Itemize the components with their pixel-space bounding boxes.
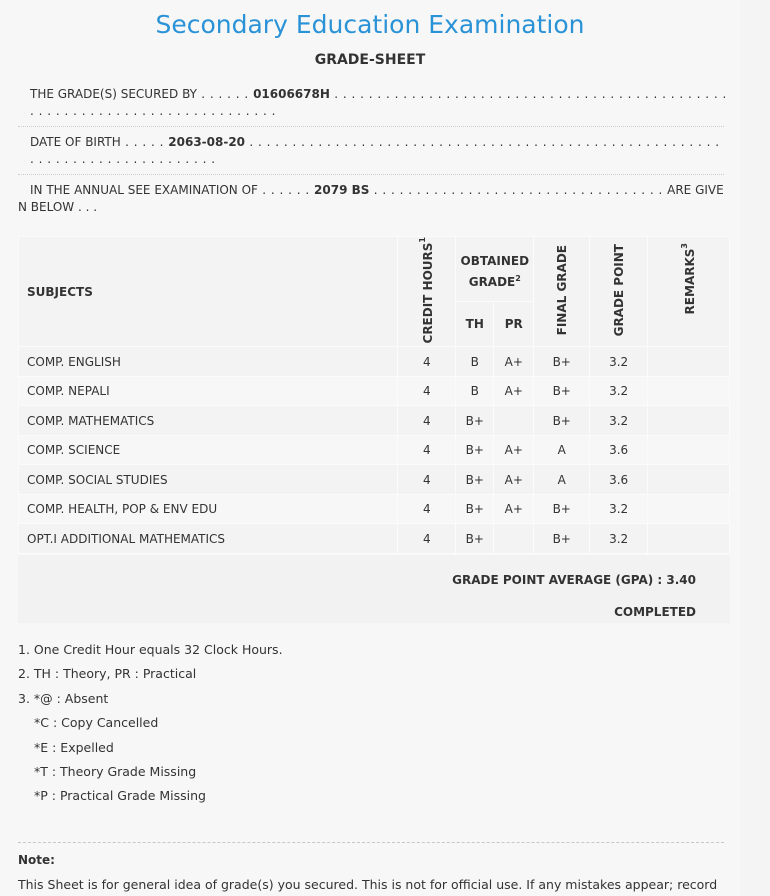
- grades-table: [18, 236, 730, 583]
- th-grade-cell: B: [456, 347, 494, 377]
- remarks-cell: [648, 347, 730, 377]
- pr-grade-cell: A+: [494, 465, 534, 495]
- subject-cell: COMP. ENGLISH: [19, 347, 398, 377]
- pr-grade-cell: A+: [494, 376, 534, 406]
- final-grade-cell: B+: [534, 347, 590, 377]
- symbol-number: 01606678H: [253, 87, 330, 101]
- final-grade-header: FINAL GRADE: [534, 237, 590, 347]
- page-title: Secondary Education Examination: [155, 10, 585, 39]
- dob-value: 2063-08-20: [168, 135, 246, 149]
- divider: [18, 842, 724, 843]
- credit-hours-header: CREDIT HOURS$^1$: [398, 237, 456, 347]
- table-row: [19, 435, 730, 465]
- dob-label: DATE OF BIRTH: [30, 135, 121, 149]
- remarks-cell: [648, 494, 730, 524]
- secured-by-line: THE GRADE(S) SECURED BY . . . . . . 01606678H . . . . . . . . . . . . . . . . . . . . . . . . . . . . . . . . . . . . . . . . . . . . . . . . . . . . . . . . . . . . . . . . . . . . . . . . . . .: [30, 87, 727, 118]
- remarks-cell: [648, 435, 730, 465]
- grade-point-cell: 3.6: [590, 435, 648, 465]
- remarks-cell: [648, 406, 730, 436]
- final-grade-cell: B+: [534, 524, 590, 554]
- credit-cell: 4: [398, 494, 456, 524]
- subject-cell: COMP. MATHEMATICS: [19, 406, 398, 436]
- pr-grade-cell: A+: [494, 435, 534, 465]
- grade-point-cell: 3.2: [590, 347, 648, 377]
- footnote: *T : Theory Grade Missing: [34, 764, 197, 780]
- table-row: [19, 376, 730, 406]
- final-grade-cell: A: [534, 435, 590, 465]
- exam-line: IN THE ANNUAL SEE EXAMINATION OF . . . . . . 2079 BS . . . . . . . . . . . . . . . . . . . . . . . . . . . . . . . . . . ARE GIVEN BELOW . . .: [18, 183, 724, 214]
- gpa-summary: GRADE POINT AVERAGE (GPA) : 3.40: [452, 573, 696, 587]
- credit-cell: 4: [398, 524, 456, 554]
- credit-cell: 4: [398, 465, 456, 495]
- subject-cell: COMP. SOCIAL STUDIES: [19, 465, 398, 495]
- grade-point-cell: 3.2: [590, 376, 648, 406]
- dob-line: DATE OF BIRTH . . . . . 2063-08-20 . . . . . . . . . . . . . . . . . . . . . . . . . . . . . . . . . . . . . . . . . . . . . . . . . . . . . . . . . . . . . . . . . . . . . . . . . . . . .: [30, 135, 720, 166]
- pr-grade-cell: A+: [494, 494, 534, 524]
- footnote: *E : Expelled: [34, 739, 114, 755]
- credit-cell: 4: [398, 435, 456, 465]
- final-grade-cell: A: [534, 465, 590, 495]
- th-grade-cell: B+: [456, 465, 494, 495]
- remarks-cell: [648, 465, 730, 495]
- table-row: [19, 406, 730, 436]
- credit-cell: 4: [398, 376, 456, 406]
- subject-cell: OPT.I ADDITIONAL MATHEMATICS: [19, 524, 398, 554]
- pr-grade-cell: A+: [494, 347, 534, 377]
- final-grade-cell: B+: [534, 406, 590, 436]
- grade-point-cell: 3.2: [590, 406, 648, 436]
- result-status: COMPLETED: [614, 605, 696, 619]
- grade-point-cell: 3.2: [590, 524, 648, 554]
- obtained-grade-header: OBTAINED GRADE$^2$: [456, 237, 534, 302]
- table-row: [19, 465, 730, 495]
- table-row: [19, 524, 730, 554]
- credit-cell: 4: [398, 406, 456, 436]
- footnote: *P : Practical Grade Missing: [34, 788, 206, 804]
- footnote: 1. One Credit Hour equals 32 Clock Hours.: [18, 642, 283, 657]
- exam-suffix: ARE GIVEN BELOW . . .: [18, 183, 724, 214]
- footnote: 3. *@ : Absent: [18, 690, 109, 706]
- page-subtitle: GRADE-SHEET: [314, 52, 426, 68]
- divider: [18, 126, 724, 127]
- th-header: TH: [456, 302, 494, 347]
- th-grade-cell: B+: [456, 494, 494, 524]
- footnote: 2. TH : Theory, PR : Practical: [18, 666, 197, 682]
- footnotes: [18, 638, 283, 809]
- divider: [18, 174, 724, 175]
- subject-cell: COMP. SCIENCE: [19, 435, 398, 465]
- th-grade-cell: B+: [456, 524, 494, 554]
- remarks-cell: [648, 524, 730, 554]
- pr-grade-cell: [494, 406, 534, 436]
- secured-by-label: THE GRADE(S) SECURED BY: [30, 87, 197, 101]
- remarks-header: REMARKS$^3$: [648, 237, 730, 347]
- footnote: *C : Copy Cancelled: [34, 715, 159, 731]
- note-text: This Sheet is for general idea of grade(s) you secured. This is not for official use. If any mistakes appear; record: [18, 877, 718, 892]
- grade-point-cell: 3.6: [590, 465, 648, 495]
- subject-cell: COMP. HEALTH, POP & ENV EDU: [19, 494, 398, 524]
- th-grade-cell: B+: [456, 435, 494, 465]
- remarks-cell: [648, 376, 730, 406]
- grade-point-cell: 3.2: [590, 494, 648, 524]
- pr-grade-cell: [494, 524, 534, 554]
- exam-label: IN THE ANNUAL SEE EXAMINATION OF: [30, 183, 258, 197]
- table-row: [19, 347, 730, 377]
- subject-cell: COMP. NEPALI: [19, 376, 398, 406]
- final-grade-cell: B+: [534, 376, 590, 406]
- credit-cell: 4: [398, 347, 456, 377]
- th-grade-cell: B+: [456, 406, 494, 436]
- grade-point-header: GRADE POINT: [590, 237, 648, 347]
- th-grade-cell: B: [456, 376, 494, 406]
- subjects-header: SUBJECTS: [19, 237, 398, 347]
- note-heading: Note:: [18, 853, 55, 867]
- exam-year: 2079 BS: [314, 183, 370, 197]
- final-grade-cell: B+: [534, 494, 590, 524]
- pr-header: PR: [494, 302, 534, 347]
- table-row: [19, 494, 730, 524]
